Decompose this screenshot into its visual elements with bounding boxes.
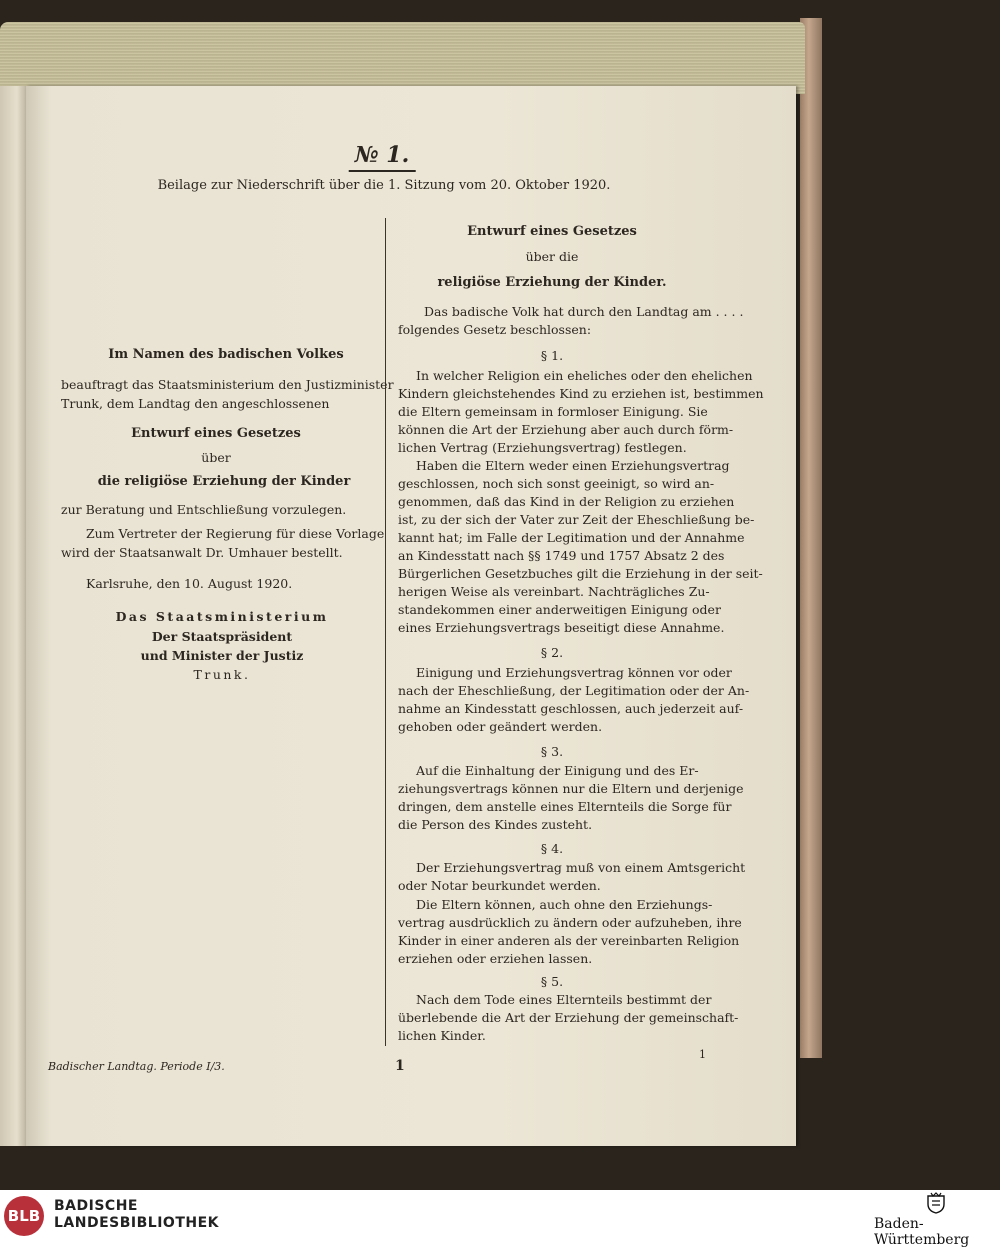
paragraph-heading: § 3. (540, 744, 564, 759)
intro-line: Das badische Volk hat durch den Landtag am . . . . (424, 304, 744, 319)
left-text-line: zur Beratung und Entschließung vorzulegen. (61, 502, 347, 517)
left-heading: Im Namen des badischen Volkes (108, 347, 344, 362)
paragraph-line: an Kindesstatt nach §§ 1749 und 1757 Absatz 2 des (398, 548, 725, 563)
column-divider (385, 218, 386, 1046)
paragraph-line: In welcher Religion ein eheliches oder den ehelichen (416, 368, 753, 383)
paragraph-line: ist, zu der sich der Vater zur Zeit der Eheschließung be- (398, 512, 755, 527)
paragraph-line: können die Art der Erziehung aber auch durch förm- (398, 422, 734, 437)
right-subject: religiöse Erziehung der Kinder. (437, 275, 667, 290)
paragraph-line: die Eltern gemeinsam in formloser Einigung. Sie (398, 404, 708, 419)
signature-mark: 1 (699, 1048, 706, 1061)
place-date: Karlsruhe, den 10. August 1920. (86, 576, 293, 591)
library-name-line1: BADISCHE (54, 1198, 138, 1214)
paragraph-line: kannt hat; im Falle der Legitimation und der Annahme (398, 530, 745, 545)
signature-name: Trunk. (193, 667, 251, 682)
right-title: Entwurf eines Gesetzes (467, 224, 637, 239)
paragraph-line: dringen, dem anstelle eines Elternteils die Sorge für (398, 799, 732, 814)
paragraph-line: erziehen oder erziehen lassen. (398, 951, 593, 966)
state-label: Baden-Württemberg (874, 1216, 970, 1248)
coat-of-arms-icon (927, 1192, 945, 1214)
intro-line: folgendes Gesetz beschlossen: (398, 322, 592, 337)
paragraph-line: nahme an Kindesstatt geschlossen, auch jederzeit auf- (398, 701, 744, 716)
left-page-edge (0, 86, 28, 1146)
left-text-line: Trunk, dem Landtag den angeschlossenen (61, 396, 330, 411)
left-ueber: über (201, 450, 231, 465)
paragraph-line: lichen Vertrag (Erziehungsvertrag) festlegen. (398, 440, 687, 455)
paragraph-heading: § 2. (540, 645, 564, 660)
paragraph-line: lichen Kinder. (398, 1028, 486, 1043)
paragraph-line: Haben die Eltern weder einen Erziehungsvertrag (416, 458, 730, 473)
paragraph-heading: § 4. (540, 841, 564, 856)
paragraph-line: die Person des Kindes zusteht. (398, 817, 593, 832)
paragraph-line: eines Erziehungsvertrags beseitigt diese Annahme. (398, 620, 725, 635)
page-stack (0, 22, 805, 94)
paragraph-line: Kinder in einer anderen als der vereinbarten Religion (398, 933, 740, 948)
paragraph-line: herigen Weise als vereinbart. Nachträgliches Zu- (398, 584, 710, 599)
paragraph-line: geschlossen, noch sich sonst geeinigt, so wird an- (398, 476, 715, 491)
paragraph-line: Auf die Einhaltung der Einigung und des Er- (416, 763, 699, 778)
paragraph-line: standekommen einer anderweitigen Einigung oder (398, 602, 721, 617)
document-subtitle: Beilage zur Niederschrift über die 1. Sitzung vom 20. Oktober 1920. (157, 178, 611, 193)
paragraph-line: gehoben oder geändert werden. (398, 719, 603, 734)
signature-president: Der Staatspräsident (151, 629, 293, 644)
left-text-line: wird der Staatsanwalt Dr. Umhauer bestellt. (61, 545, 343, 560)
paragraph-line: genommen, daß das Kind in der Religion zu erziehen (398, 494, 735, 509)
paragraph-line: Bürgerlichen Gesetzbuches gilt die Erziehung in der seit- (398, 566, 763, 581)
viewer-footer (0, 1190, 1000, 1248)
paragraph-line: oder Notar beurkundet werden. (398, 878, 601, 893)
paragraph-line: Einigung und Erziehungsvertrag können vor oder (416, 665, 732, 680)
document-number: № 1. (349, 142, 416, 172)
paragraph-line: Kindern gleichstehendes Kind zu erziehen ist, bestimmen (398, 386, 764, 401)
paragraph-line: ziehungsvertrags können nur die Eltern und derjenige (398, 781, 744, 796)
right-title-ueber: über die (525, 249, 579, 264)
left-text-line: beauftragt das Staatsministerium den Justizminister (61, 377, 394, 392)
paragraph-line: Nach dem Tode eines Elternteils bestimmt der (416, 992, 712, 1007)
paragraph-line: überlebende die Art der Erziehung der gemeinschaft- (398, 1010, 739, 1025)
book-cover-edge (800, 18, 822, 1058)
paragraph-line: Der Erziehungsvertrag muß von einem Amtsgericht (416, 860, 746, 875)
left-text-line: Zum Vertreter der Regierung für diese Vorlage (86, 526, 385, 541)
left-draft-title: Entwurf eines Gesetzes (131, 426, 301, 441)
document-page (26, 86, 796, 1146)
paragraph-line: Die Eltern können, auch ohne den Erziehungs- (416, 897, 713, 912)
page-number: 1 (395, 1058, 405, 1074)
left-subject: die religiöse Erziehung der Kinder (97, 474, 351, 489)
blb-logo[interactable]: BLB (4, 1196, 44, 1236)
paragraph-heading: § 1. (540, 348, 564, 363)
library-name-line2: LANDESBIBLIOTHEK (54, 1215, 220, 1231)
paragraph-heading: § 5. (540, 974, 564, 989)
signature-ministry: Das Staatsministerium (115, 609, 329, 624)
paragraph-line: vertrag ausdrücklich zu ändern oder aufzuheben, ihre (398, 915, 742, 930)
paragraph-line: nach der Eheschließung, der Legitimation oder der An- (398, 683, 750, 698)
signature-minister: und Minister der Justiz (140, 648, 304, 663)
page-footer-left: Badischer Landtag. Periode I/3. (48, 1060, 225, 1073)
